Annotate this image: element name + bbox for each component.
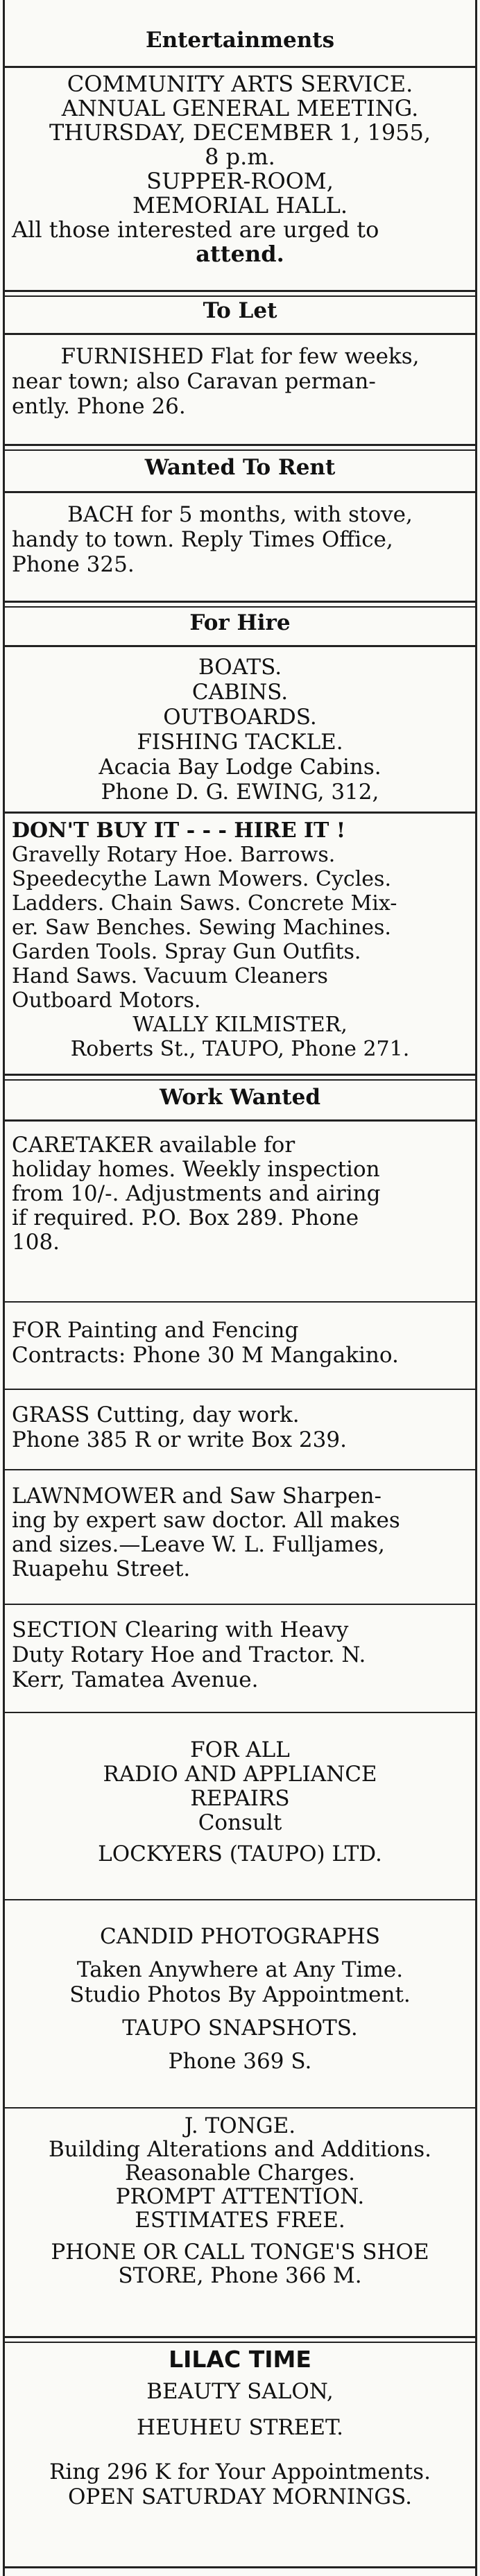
divider [5, 812, 475, 814]
ad-line: near town; also Caravan perman- [12, 369, 376, 394]
ad-line: BACH for 5 months, with stove, [67, 502, 413, 527]
ad-line: FISHING TACKLE. [137, 730, 343, 755]
ad-line: er. Saw Benches. Sewing Machines. [12, 916, 391, 940]
divider [5, 1119, 475, 1122]
ad-line: 108. [12, 1230, 60, 1255]
ad-line: HEUHEU STREET. [137, 2415, 343, 2440]
ad-line: SUPPER-ROOM, [146, 168, 334, 194]
ad-line: FOR ALL [190, 1737, 290, 1762]
ad-line: Outboard Motors. [12, 988, 201, 1013]
divider [5, 2566, 475, 2568]
section-heading-for-hire: For Hire [189, 610, 291, 635]
ad-line: and sizes.—Leave W. L. Fulljames, [12, 1532, 385, 1557]
ad-line: Consult [198, 1810, 282, 1835]
ad-line: BEAUTY SALON, [146, 2379, 334, 2404]
ad-line: Contracts: Phone 30 M Mangakino. [12, 1343, 399, 1368]
ad-line: Ruapehu Street. [12, 1556, 191, 1581]
ad-line: PHONE OR CALL TONGE'S SHOE [51, 2240, 429, 2265]
ad-line: ESTIMATES FREE. [135, 2208, 345, 2233]
ad-line: Phone 325. [12, 552, 135, 577]
divider [5, 1469, 475, 1470]
divider [5, 1899, 475, 1900]
double-divider [5, 1074, 475, 1081]
ad-line: FOR Painting and Fencing [12, 1318, 299, 1343]
ad-line: Building Alterations and Additions. [48, 2137, 432, 2162]
ad-line: SECTION Clearing with Heavy [12, 1617, 349, 1642]
ad-line: CARETAKER available for [12, 1133, 295, 1158]
ad-line: Ladders. Chain Saws. Concrete Mix- [12, 891, 397, 916]
section-heading-entertainments: Entertainments [145, 28, 335, 53]
ad-line: Hand Saws. Vacuum Cleaners [12, 964, 328, 988]
divider [5, 1301, 475, 1303]
ad-line: Phone D. G. EWING, 312, [101, 780, 379, 805]
ad-boats-cabins [5, 655, 475, 805]
ad-line: CABINS. [191, 680, 289, 705]
ad-line: Duty Rotary Hoe and Tractor. N. [12, 1642, 366, 1667]
ad-line: CANDID PHOTOGRAPHS [99, 1924, 381, 1949]
ad-line: from 10/-. Adjustments and airing [12, 1181, 381, 1206]
ad-line: Taken Anywhere at Any Time. [76, 1957, 404, 1982]
ad-line: TAUPO SNAPSHOTS. [122, 2016, 358, 2041]
ad-bach [5, 502, 475, 577]
ad-line: BOATS. [198, 655, 282, 680]
section-heading-work-wanted: Work Wanted [159, 1085, 321, 1110]
ad-lawnmower-sharpening [5, 1484, 475, 1581]
ad-line: 8 p.m. [205, 144, 275, 170]
ad-line: J. TONGE. [184, 2113, 296, 2138]
ad-line: if required. P.O. Box 289. Phone [12, 1205, 359, 1230]
ad-line: REPAIRS [190, 1786, 290, 1811]
ad-line: Speedecythe Lawn Mowers. Cycles. [12, 867, 391, 891]
double-divider [5, 2336, 475, 2343]
classifieds-column [3, 0, 477, 2576]
ad-line: OPEN SATURDAY MORNINGS. [68, 2484, 412, 2509]
divider [5, 645, 475, 647]
ad-line: Phone 369 S. [168, 2049, 312, 2074]
double-divider [5, 601, 475, 608]
ad-line: Ring 296 K for Your Appointments. [49, 2459, 431, 2484]
ad-line: ing by expert saw doctor. All makes [12, 1508, 400, 1533]
ad-line: Garden Tools. Spray Gun Outfits. [12, 940, 361, 964]
ad-line: Reasonable Charges. [124, 2161, 356, 2186]
ad-line: WALLY KILMISTER, [132, 1013, 348, 1037]
salon-title: LILAC TIME [169, 2346, 311, 2373]
ad-radio-repairs [5, 1738, 475, 1866]
ad-line: All those interested are urged to [12, 216, 379, 243]
ad-line: Phone 385 R or write Box 239. [12, 1427, 347, 1452]
ad-line: OUTBOARDS. [163, 705, 317, 730]
section-heading-to-let: To Let [203, 298, 277, 323]
ad-line: Acacia Bay Lodge Cabins. [98, 755, 382, 780]
ad-line: ently. Phone 26. [12, 394, 186, 419]
ad-hire-it-kilmister [5, 818, 475, 1061]
divider [5, 66, 475, 68]
ad-line: DON'T BUY IT - - - HIRE IT ! [12, 818, 345, 843]
ad-line: MEMORIAL HALL. [132, 192, 348, 218]
ad-line: COMMUNITY ARTS SERVICE. [67, 71, 413, 97]
ad-j-tonge [5, 2114, 475, 2287]
ad-line: LOCKYERS (TAUPO) LTD. [98, 1841, 382, 1866]
ad-line: STORE, Phone 366 M. [118, 2263, 362, 2288]
ad-line: FURNISHED Flat for few weeks, [60, 344, 420, 369]
ad-line: attend. [196, 241, 284, 267]
ad-line: PROMPT ATTENTION. [115, 2184, 365, 2209]
ad-line: RADIO AND APPLIANCE [103, 1762, 377, 1787]
ad-caretaker [5, 1133, 475, 1255]
ad-line: handy to town. Reply Times Office, [12, 527, 393, 552]
ad-lilac-time [5, 2347, 475, 2509]
ad-line: Studio Photos By Appointment. [69, 1982, 411, 2007]
ad-candid-photographs [5, 1924, 475, 2074]
ad-grass-cutting [5, 1402, 475, 1452]
ad-line: ANNUAL GENERAL MEETING. [61, 95, 419, 121]
ad-section-clearing [5, 1617, 475, 1692]
divider [5, 333, 475, 335]
ad-line: THURSDAY, DECEMBER 1, 1955, [49, 119, 431, 146]
divider [5, 491, 475, 493]
ad-line: Roberts St., TAUPO, Phone 271. [70, 1037, 410, 1061]
divider [5, 1712, 475, 1713]
ad-line: GRASS Cutting, day work. [12, 1402, 300, 1427]
ad-line: Gravelly Rotary Hoe. Barrows. [12, 843, 336, 867]
double-divider [5, 444, 475, 451]
divider [5, 1389, 475, 1390]
divider [5, 1604, 475, 1605]
ad-line: LAWNMOWER and Saw Sharpen- [12, 1484, 382, 1509]
double-divider [5, 290, 475, 297]
ad-line: Kerr, Tamatea Avenue. [12, 1667, 259, 1692]
ad-painting-fencing [5, 1318, 475, 1368]
section-heading-wanted-to-rent: Wanted To Rent [144, 455, 336, 480]
divider [5, 2107, 475, 2109]
ad-furnished-flat [5, 344, 475, 419]
ad-line: holiday homes. Weekly inspection [12, 1157, 380, 1182]
ad-community-arts [5, 72, 475, 266]
